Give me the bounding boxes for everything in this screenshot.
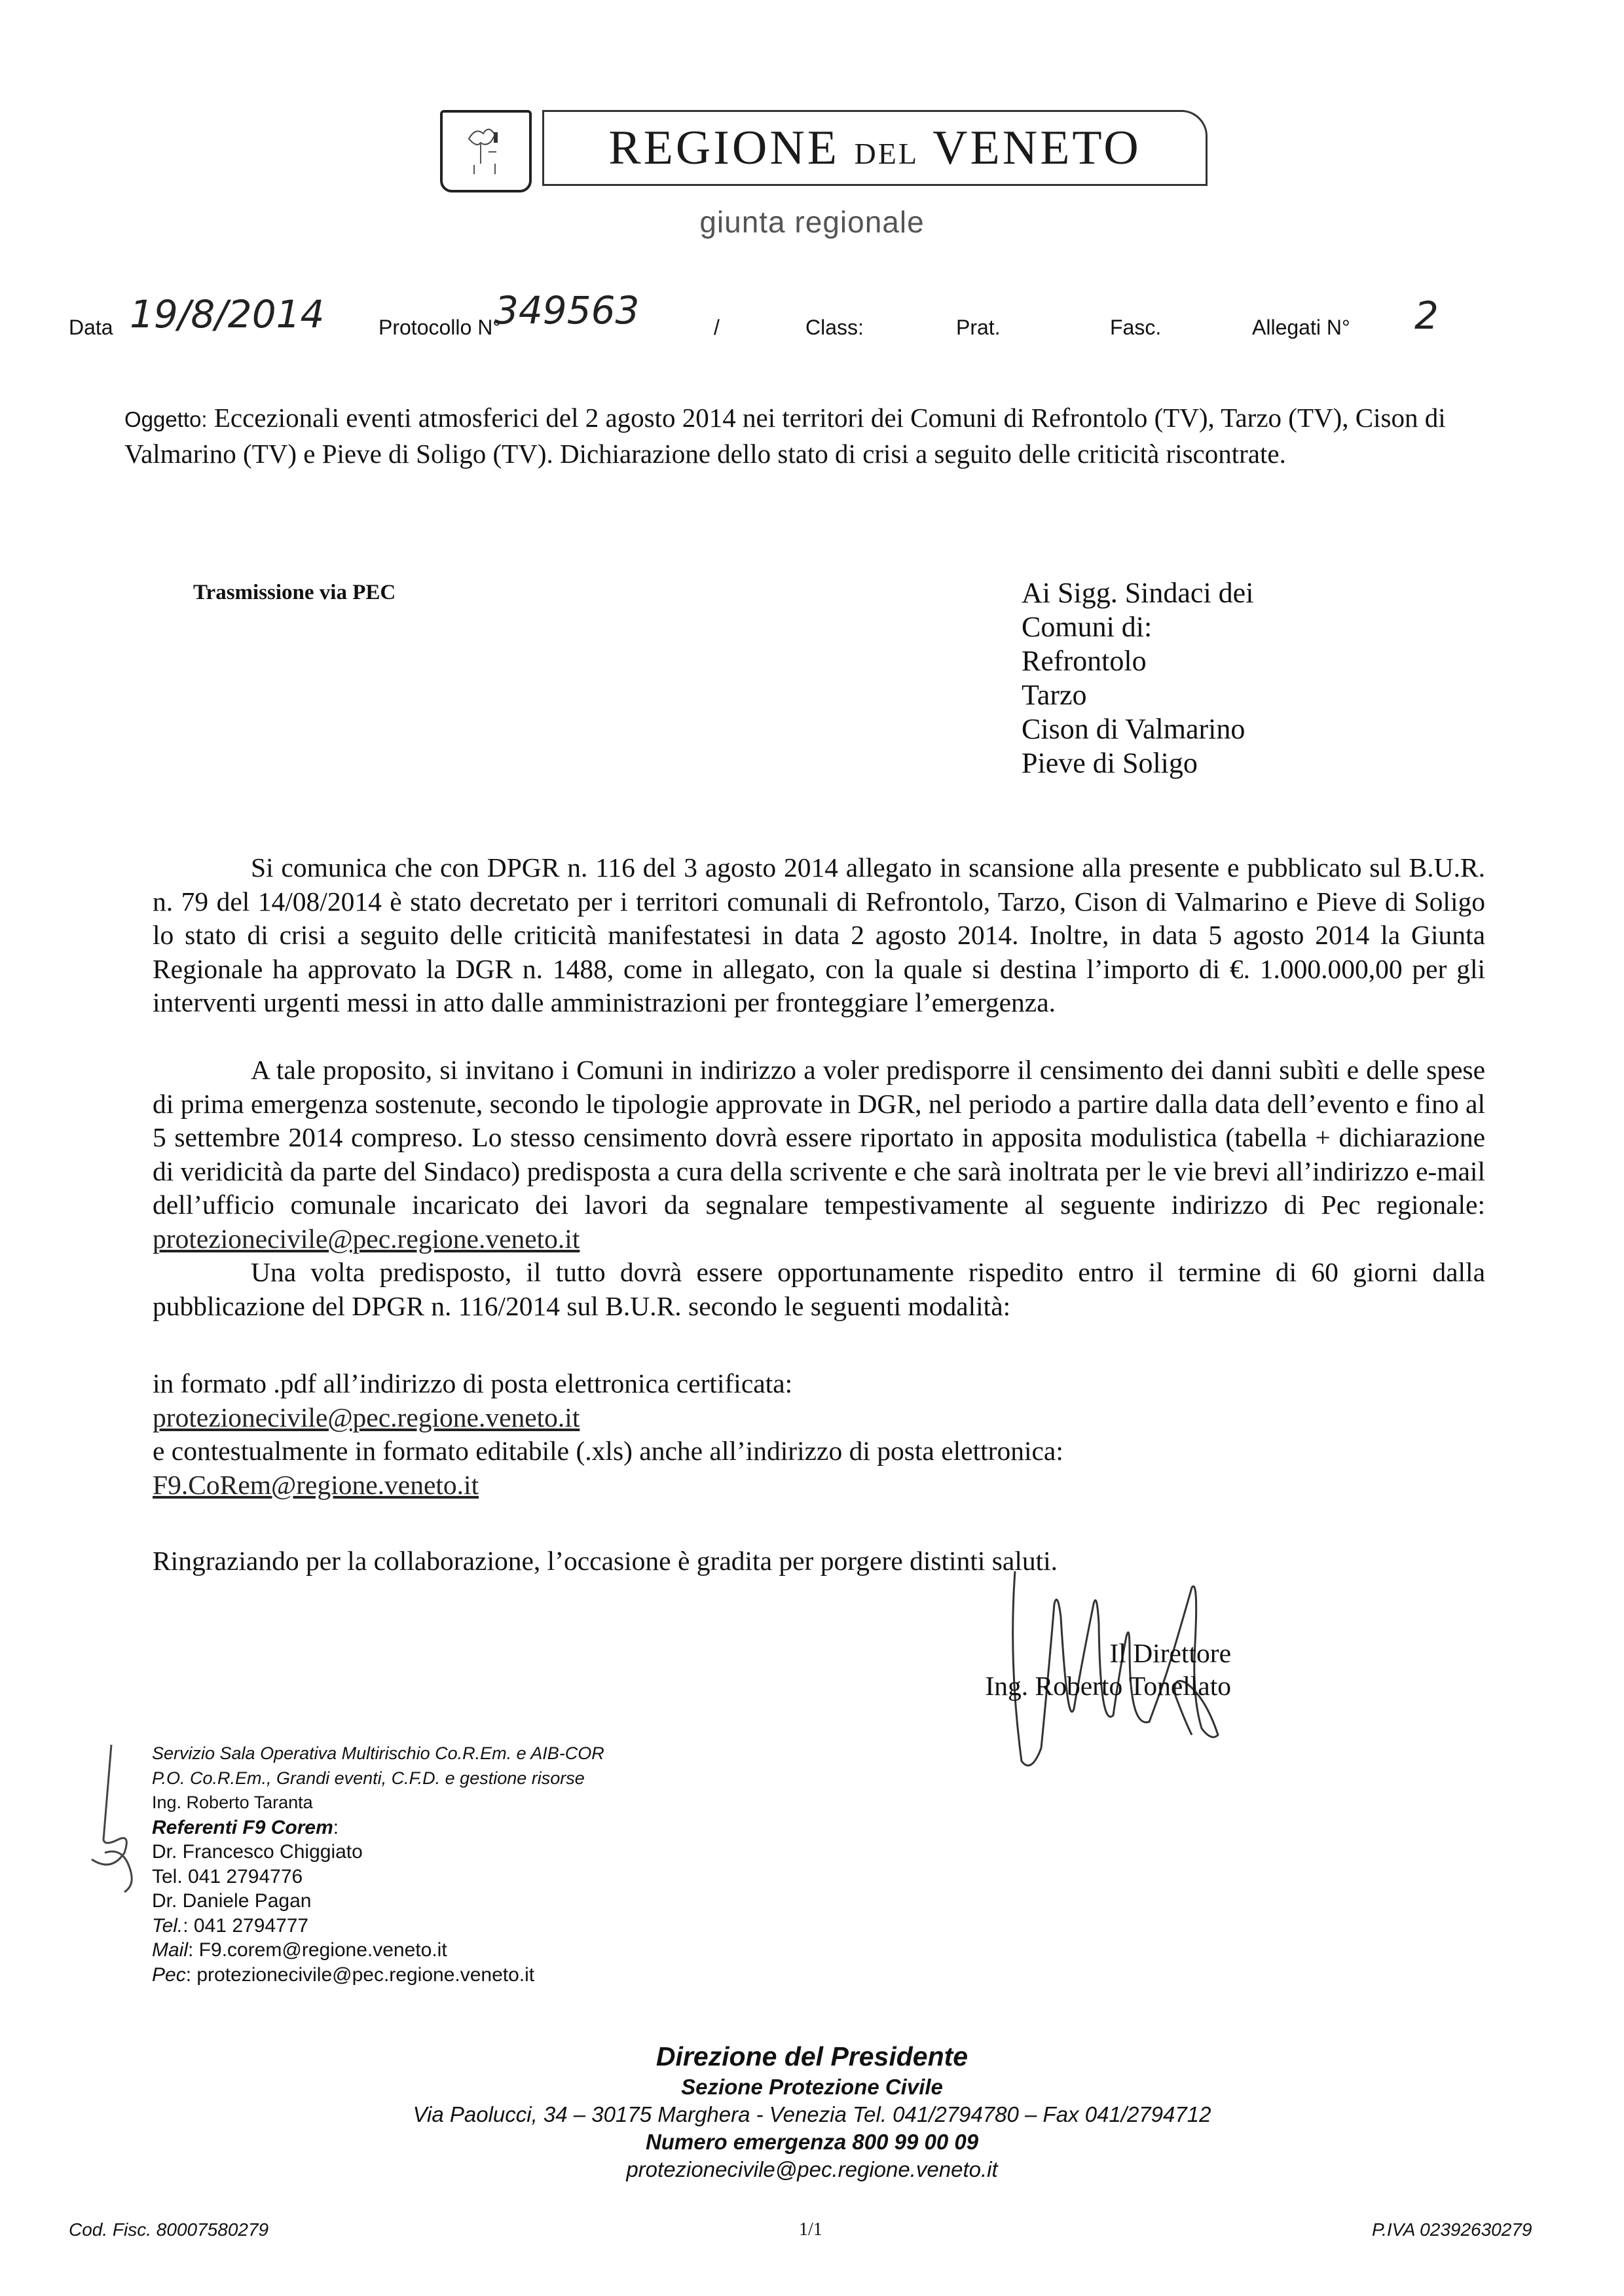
referent-2-phone [152,1914,604,1939]
region-name [608,120,1141,176]
contact-block [152,1741,604,1987]
closing-salutation: Ringraziando per la collaborazione, l’occasione è gradita per porgere distinti saluti. [153,1546,1058,1576]
subject-text: Eccezionali eventi atmosferici del 2 agosto 2014 nei territori dei Comuni di Refrontolo (TV), Tarzo (TV), Cison di Valmarino (TV) e Pieve di Soligo (TV). Dichiarazione dello stato di crisi a seguito delle criticità riscontrate. [124,403,1446,469]
lion-emblem-icon [443,113,529,190]
recipient-line: Pieve di Soligo [1022,747,1198,779]
subject-label: Oggetto: [124,407,208,431]
referent-2-name: Dr. Daniele Pagan [152,1890,312,1912]
paragraph-2-text: A tale proposito, si invitano i Comuni in indirizzo a voler predisporre il censimento dei danni subìti e delle spese di prima emergenza sostenute, secondo le tipologie approvate in DGR, nel periodo a partire dalla data dell’evento e fino al 5 settembre 2014 compreso. Lo stesso censimento dovrà essere riportato in apposita modulistica (tabella + dichiarazione di veridicità da parte del Sindaco) predisposta a cura della scrivente e che sarà inoltrata per le vie brevi all’indirizzo e-mail dell’ufficio comunale incaricato dei lavori da segnalare tempestivamente al seguente indirizzo di Pec regionale: [153,1055,1485,1220]
vat-number: P.IVA 02392630279 [1372,2219,1532,2240]
handwritten-initials-icon [79,1741,151,1899]
contact-pec [152,1963,604,1988]
contact-mail [152,1938,604,1963]
page-number: 1/1 [799,2219,822,2240]
emblem-icon [440,110,532,192]
delivery-modalities [153,1367,1063,1502]
region-name-part1: REGIONE [608,120,840,175]
body-paragraph-2 [153,1053,1485,1256]
signatory-name: Ing. Roberto Tonellato [985,1671,1231,1701]
protocol-label: Protocollo N° [378,316,502,339]
footer-emergency-number: Numero emergenza 800 99 00 09 [645,2130,979,2154]
recipient-line: Ai Sigg. Sindaci dei [1022,577,1254,609]
pec-email-link[interactable]: protezionecivile@pec.regione.veneto.it [153,1402,580,1432]
recipient-line: Tarzo [1022,679,1087,711]
paragraph-text: Si comunica che con DPGR n. 116 del 3 agosto 2014 allegato in scansione alla presente e pubblicato sul B.U.R. n. 79 del 14/08/2014 è stato decretato per i territori comunali di Refrontolo, Tarzo, Cison di Valmarino e Pieve di Soligo lo stato di crisi a seguito delle criticità manifestatesi in data 2 agosto 2014. Inoltre, in data 5 agosto 2014 la Giunta Regionale ha approvato la DGR n. 1488, come in allegato, con la quale si destina l’importo di €. 1.000.000,00 per gli interventi urgenti messi in atto dalle amministrazioni per fronteggiare l’emergenza. [153,852,1485,1017]
phone-value: : 041 2794777 [183,1914,309,1937]
footer-block [0,2039,1624,2183]
class-label: Class: [805,316,864,339]
footer-email[interactable]: protezionecivile@pec.regione.veneto.it [626,2157,998,2181]
referent-1-phone: Tel. 041 2794776 [152,1865,303,1887]
recipients-block [1022,576,1253,780]
corem-email-link[interactable]: F9.CoRem@regione.veneto.it [153,1469,479,1500]
body-paragraph-3 [153,1256,1485,1323]
paragraph-text [153,1053,1485,1256]
protocol-separator: / [714,316,720,339]
mail-value[interactable]: : F9.corem@regione.veneto.it [188,1939,447,1961]
referent-1-name: Dr. Francesco Chiggiato [152,1841,363,1863]
letterhead-logo [542,110,1208,186]
pec-value[interactable]: : protezionecivile@pec.regione.veneto.it [185,1963,535,1986]
attachments-count: 2 [1414,293,1439,338]
phone-label: Tel. [152,1914,183,1937]
footer-direction: Direzione del Presidente [655,2041,969,2071]
prat-label: Prat. [956,316,1001,339]
signatory-role: Il Direttore [1109,1638,1231,1668]
body-paragraph-1 [153,851,1485,1020]
letterhead-subtitle: giunta regionale [699,205,925,239]
modality-pdf-text: in formato .pdf all’indirizzo di posta elettronica certificata: [153,1368,793,1398]
region-name-del: DEL [854,136,919,170]
pec-label: Pec [152,1963,186,1986]
fiscal-code: Cod. Fisc. 80007580279 [69,2219,269,2240]
fasc-label: Fasc. [1110,316,1162,339]
attachments-label: Allegati N° [1252,316,1350,339]
office-name: P.O. Co.R.Em., Grandi eventi, C.F.D. e gestione risorse [152,1768,585,1788]
protocol-number: 349563 [494,288,640,333]
paragraph-text: Una volta predisposto, il tutto dovrà essere opportunamente rispedito entro il termine di 60 giorni dalla pubblicazione del DPGR n. 116/2014 sul B.U.R. secondo le seguenti modalità: [153,1257,1485,1321]
referents-heading [152,1815,604,1840]
footer-address: Via Paolucci, 34 – 30175 Marghera - Venezia Tel. 041/2794780 – Fax 041/2794712 [413,2102,1211,2126]
referents-label: Referenti F9 Corem [152,1816,333,1838]
recipient-line: Comuni di: [1022,611,1153,643]
transmission-method: Trasmissione via PEC [193,581,396,604]
subject-block [124,401,1486,471]
region-name-part2: VENETO [932,120,1141,175]
service-name: Servizio Sala Operativa Multirischio Co.R.Em. e AIB-COR [152,1743,604,1763]
manager-name: Ing. Roberto Taranta [152,1793,313,1812]
signature-block [950,1637,1231,1702]
recipient-line: Cison di Valmarino [1022,713,1246,745]
recipient-line: Refrontolo [1022,645,1147,677]
footer-section: Sezione Protezione Civile [681,2075,943,2099]
referents-colon: : [333,1816,339,1838]
pec-link[interactable]: protezionecivile@pec.regione.veneto.it [153,1223,580,1254]
modality-xls-text: e contestualmente in formato editabile (.xls) anche all’indirizzo di posta elettronica: [153,1436,1063,1466]
date-label: Data [69,316,113,339]
date-value: 19/8/2014 [130,292,325,337]
mail-label: Mail [152,1939,189,1961]
